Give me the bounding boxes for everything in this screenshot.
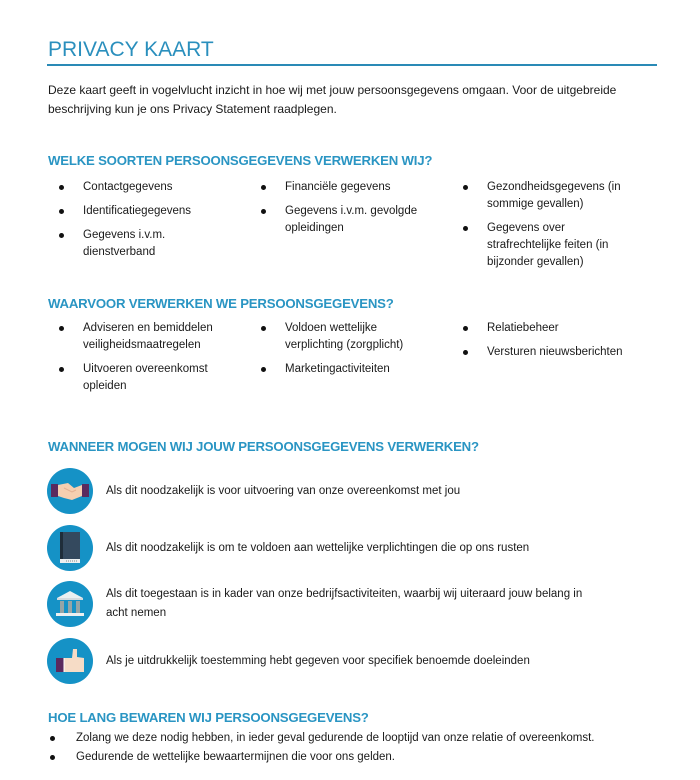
bullet-icon [59, 233, 64, 238]
list-item [463, 320, 663, 337]
page-title: PRIVACY KAART [48, 38, 214, 61]
thumbs-up-icon [47, 638, 93, 684]
list-item [463, 344, 663, 361]
basis-item [47, 581, 586, 627]
list-item [463, 179, 637, 213]
section-heading-retention: HOE LANG BEWAREN WIJ PERSOONSGEGEVENS? [48, 710, 369, 725]
bullet-icon [59, 326, 64, 331]
section-heading-basis: WANNEER MOGEN WIJ JOUW PERSOONSGEGEVENS VERWERKEN? [48, 439, 479, 454]
basis-item [47, 525, 586, 571]
building-icon [47, 581, 93, 627]
basis-text: Als je uitdrukkelijk toestemming hebt gegeven voor specifiek benoemde doeleinden [106, 654, 530, 667]
types-column-2 [261, 179, 451, 244]
bullet-icon [50, 736, 55, 741]
handshake-icon [47, 468, 93, 514]
list-item-text: Voldoen wettelijke verplichting (zorgplicht) [285, 322, 404, 351]
list-item-text: Gegevens i.v.m. gevolgde opleidingen [285, 205, 418, 234]
bullet-icon [463, 185, 468, 190]
bullet-icon [59, 209, 64, 214]
section-heading-purposes: WAARVOOR VERWERKEN WE PERSOONSGEGEVENS? [48, 296, 394, 311]
bullet-icon [463, 226, 468, 231]
list-item-text: Gezondheidsgegevens (in sommige gevallen) [487, 181, 621, 210]
purposes-column-1 [59, 320, 249, 402]
list-item [59, 361, 233, 395]
list-item [59, 227, 183, 261]
bullet-icon [261, 367, 266, 372]
bullet-icon [261, 185, 266, 190]
bullet-icon [59, 185, 64, 190]
basis-item [47, 638, 586, 684]
list-item-text: Marketingactiviteiten [285, 363, 390, 375]
list-item [48, 730, 595, 747]
basis-text: Als dit toegestaan is in kader van onze bedrijfsactiviteiten, waarbij wij uiteraard jouw belang in acht nemen [106, 588, 583, 619]
bullet-icon [59, 367, 64, 372]
list-item-text: Gegevens over strafrechtelijke feiten (in bijzonder gevallen) [487, 222, 609, 268]
book-icon [47, 525, 93, 571]
bullet-icon [50, 755, 55, 760]
list-item-text: Uitvoeren overeenkomst opleiden [83, 363, 208, 392]
list-item-text: Contactgegevens [83, 181, 173, 193]
list-item [261, 361, 451, 378]
list-item-text: Relatiebeheer [487, 322, 559, 334]
list-item [59, 179, 229, 196]
list-item-text: Financiële gegevens [285, 181, 391, 193]
types-column-1 [59, 179, 229, 268]
list-item [261, 179, 451, 196]
basis-text: Als dit noodzakelijk is voor uitvoering van onze overeenkomst met jou [106, 484, 461, 497]
list-item-text: Adviseren en bemiddelen veiligheidsmaatregelen [83, 322, 213, 351]
list-item-text: Gegevens i.v.m. dienstverband [83, 229, 166, 258]
list-item-text: Versturen nieuwsberichten [487, 346, 623, 358]
bullet-icon [463, 326, 468, 331]
purposes-column-2 [261, 320, 451, 385]
bullet-icon [463, 350, 468, 355]
section-heading-types: WELKE SOORTEN PERSOONSGEGEVENS VERWERKEN WIJ? [48, 153, 433, 168]
purposes-column-3 [463, 320, 663, 368]
list-item [59, 320, 233, 354]
list-item [261, 203, 435, 237]
intro-paragraph: Deze kaart geeft in vogelvlucht inzicht in hoe wij met jouw persoonsgegevens omgaan. Voor de uitgebreide beschrijving kun je ons Privacy Statement raadplegen. [48, 83, 617, 116]
bullet-icon [261, 209, 266, 214]
bullet-icon [261, 326, 266, 331]
list-item [261, 320, 425, 354]
list-item-text: Zolang we deze nodig hebben, in ieder geval gedurende de looptijd van onze relatie of overeenkomst. [76, 732, 595, 744]
list-item [463, 220, 637, 271]
basis-item [47, 468, 586, 514]
list-item [48, 749, 395, 766]
title-rule [47, 64, 657, 66]
list-item-text: Identificatiegegevens [83, 205, 192, 217]
types-column-3 [463, 179, 643, 278]
list-item-text: Gedurende de wettelijke bewaartermijnen die voor ons gelden. [76, 751, 396, 763]
list-item [59, 203, 229, 220]
basis-text: Als dit noodzakelijk is om te voldoen aan wettelijke verplichtingen die op ons rusten [106, 541, 530, 554]
